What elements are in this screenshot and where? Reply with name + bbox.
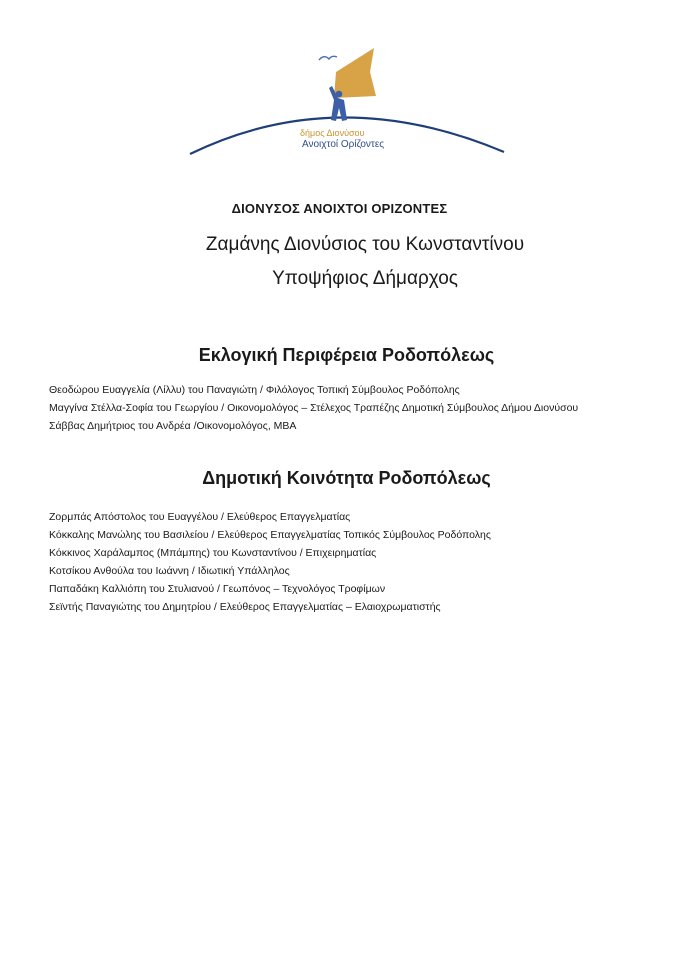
candidate-name: Ζαμάνης Διονύσιος του Κωνσταντίνου	[205, 234, 525, 255]
member-list-municipal-community	[49, 508, 491, 616]
list-item: Ζορμπάς Απόστολος του Ευαγγέλου / Ελεύθερος Επαγγελματίας	[49, 511, 351, 523]
section-heading-municipal-community: Δημοτική Κοινότητα Ροδοπόλεως	[202, 468, 491, 488]
logo-line-1: δήμος Διονύσου	[300, 128, 365, 138]
list-item: Παπαδάκη Καλλιόπη του Στυλιανού / Γεωπόνος – Τεχνολόγος Τροφίμων	[49, 583, 386, 595]
party-title: ΔΙΟΝΥΣΟΣ ΑΝΟΙΧΤΟΙ ΟΡΙΖΟΝΤΕΣ	[231, 201, 448, 216]
bird-icon	[319, 56, 337, 60]
list-item: Κοτσίκου Ανθούλα του Ιωάννη / Ιδιωτική Υπάλληλος	[49, 565, 290, 577]
candidate-role: Υποψήφιος Δήμαρχος	[272, 268, 458, 289]
figure-head	[336, 91, 343, 98]
list-item: Σάββας Δημήτριος του Ανδρέα /Οικονομολόγος, MBA	[49, 420, 297, 432]
list-item: Σεϊντής Παναγιώτης του Δημητρίου / Ελεύθερος Επαγγελματίας – Ελαιοχρωματιστής	[49, 601, 441, 613]
sail-shape	[334, 48, 376, 98]
section-heading-electoral-district: Εκλογική Περιφέρεια Ροδοπόλεως	[198, 345, 495, 365]
list-item: Θεοδώρου Ευαγγελία (Λίλλυ) του Παναγιώτη / Φιλόλογος Τοπική Σύμβουλος Ροδόπολης	[49, 384, 460, 396]
member-list-electoral-district	[49, 381, 578, 435]
party-logo	[188, 42, 508, 160]
list-item: Κόκκαλης Μανώλης του Βασιλείου / Ελεύθερος Επαγγελματίας Τοπικός Σύμβουλος Ροδόπολης	[49, 529, 491, 541]
list-item: Κόκκινος Χαράλαμπος (Μπάμπης) του Κωνσταντίνου / Επιχειρηματίας	[49, 547, 377, 559]
list-item: Μαγγίνα Στέλλα-Σοφία του Γεωργίου / Οικονομολόγος – Στέλεχος Τραπέζης Δημοτική Σύμβουλος Δήμου Διονύσου	[49, 402, 579, 414]
logo-line-2: Ανοιχτοί Ορίζοντες	[302, 139, 385, 150]
